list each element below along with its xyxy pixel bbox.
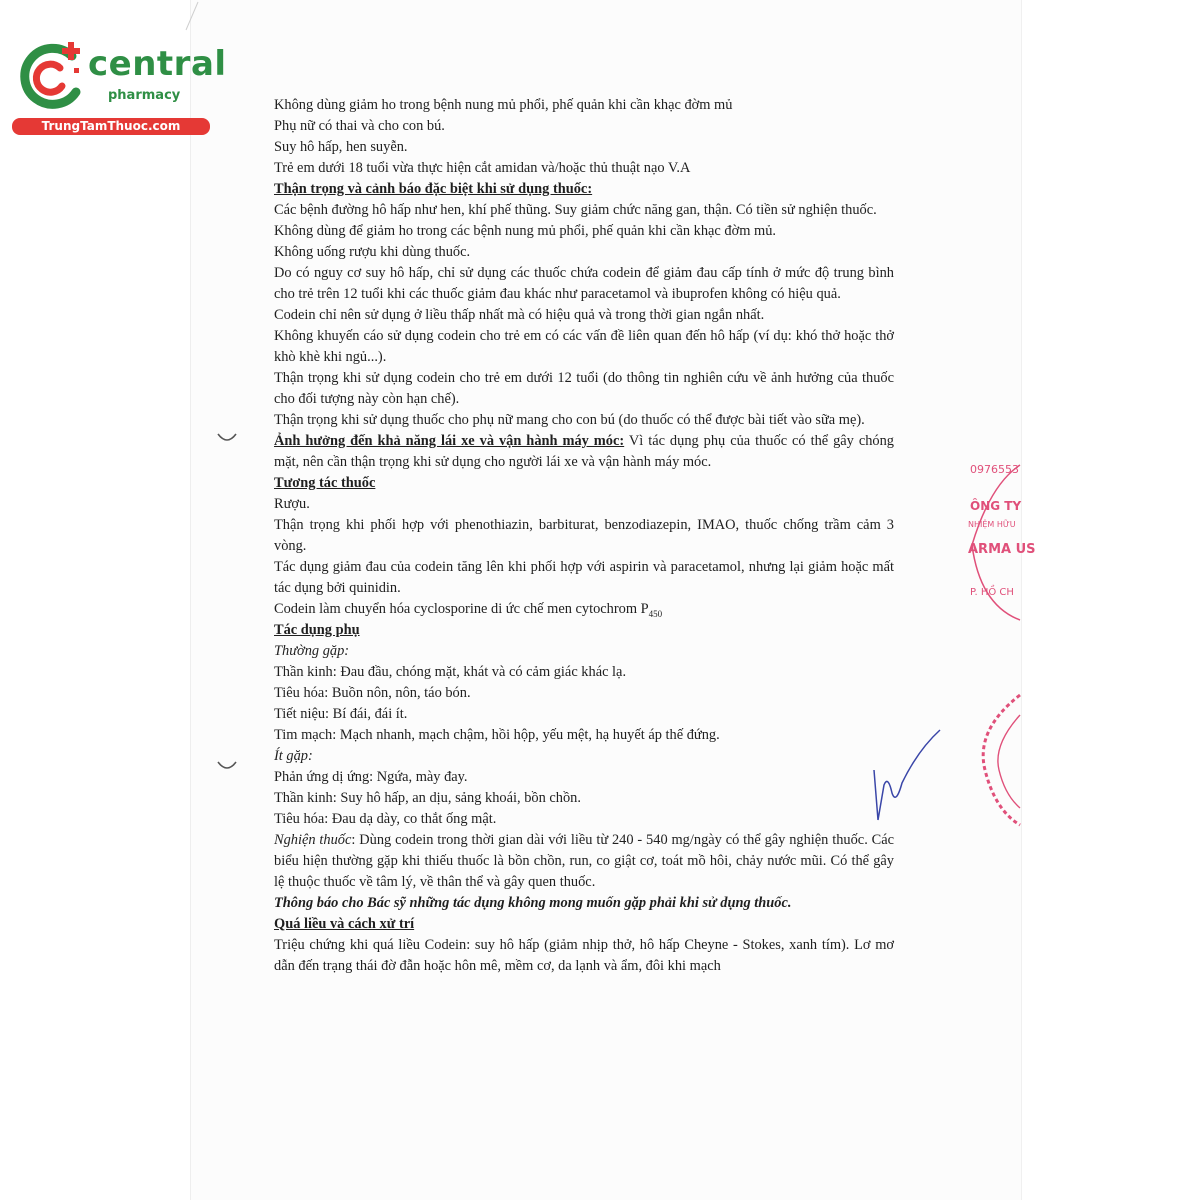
paragraph: Thận trọng khi sử dụng thuốc cho phụ nữ mang cho con bú (do thuốc có thể được bài tiết vào sữa mẹ). bbox=[274, 412, 865, 428]
paragraph-driving bbox=[274, 431, 894, 473]
contraindication-line: Suy hô hấp, hen suyễn. bbox=[274, 139, 408, 155]
paragraph: Tiết niệu: Bí đái, đái ít. bbox=[274, 706, 408, 722]
paragraph: Codein chỉ nên sử dụng ở liều thấp nhất mà có hiệu quả và trong thời gian ngắn nhất. bbox=[274, 307, 765, 323]
company-stamp-seal bbox=[975, 690, 1020, 830]
stamp-text: P. HỒ CH bbox=[970, 587, 1014, 598]
paragraph: Phản ứng dị ứng: Ngứa, mày đay. bbox=[274, 769, 468, 785]
brand-subtitle: pharmacy bbox=[108, 88, 181, 103]
subheading-addiction: Nghiện thuốc bbox=[274, 832, 352, 848]
paragraph: Triệu chứng khi quá liều Codein: suy hô hấp (giảm nhịp thở, hô hấp Cheyne - Stokes, xanh tím). Lơ mơ dẫn đến trạng thái đờ đẫn hoặc hôn mê, mềm cơ, da lạnh và ẩm, đôi khi mạch bbox=[274, 937, 894, 974]
cytochrome-subscript: 450 bbox=[648, 608, 663, 619]
subheading-uncommon: Ít gặp: bbox=[274, 748, 313, 764]
heading-driving: Ảnh hưởng đến khả năng lái xe và vận hành máy móc: bbox=[274, 433, 625, 449]
brand-name: central bbox=[88, 44, 227, 84]
heading-side-effects: Tác dụng phụ bbox=[274, 622, 360, 638]
doctor-notice: Thông báo cho Bác sỹ những tác dụng không mong muốn gặp phải khi sử dụng thuốc. bbox=[274, 895, 792, 911]
paragraph: Không khuyến cáo sử dụng codein cho trẻ em có các vấn đề liên quan đến hô hấp (ví dụ: khó thở hoặc thở khò khè khi ngủ...). bbox=[274, 328, 894, 365]
addiction-text: : Dùng codein trong thời gian dài với liều từ 240 - 540 mg/ngày có thể gây nghiện thuốc. Các biểu hiện thường gặp khi thiếu thuốc là bồn chồn, run, co giật cơ, toát mồ hôi, chảy nước mũi. Có thể gây lệ thuộc thuốc về tâm lý, về thân thể và gây quen thuốc. bbox=[274, 832, 895, 890]
heading-precautions: Thận trọng và cảnh báo đặc biệt khi sử dụng thuốc: bbox=[274, 181, 593, 197]
paragraph: Thần kinh: Đau đầu, chóng mặt, khát và có cảm giác khác lạ. bbox=[274, 664, 627, 680]
stamp-text: NHIỆM HỮU bbox=[968, 520, 1016, 529]
contraindication-line: Không dùng giảm ho trong bệnh nung mủ phổi, phế quản khi cần khạc đờm mủ bbox=[274, 97, 733, 113]
driving-text: Vì tác dụng phụ của thuốc có thể gây chóng mặt, nên cần thận trọng khi sử dụng cho người lái xe và vận hành máy móc. bbox=[274, 433, 894, 470]
paragraph: Thận trọng khi sử dụng codein cho trẻ em dưới 12 tuổi (do thông tin nghiên cứu về ảnh hưởng của thuốc cho đối tượng này còn hạn chế). bbox=[274, 370, 894, 407]
paragraph-addiction bbox=[274, 830, 894, 893]
paragraph: Tim mạch: Mạch nhanh, mạch chậm, hồi hộp, yếu mệt, hạ huyết áp thế đứng. bbox=[274, 727, 720, 743]
stamp-text: 0976553 bbox=[970, 463, 1019, 476]
stamp-text: ÔNG TY bbox=[970, 499, 1022, 513]
punch-hole-icon bbox=[216, 760, 238, 772]
paragraph: Thần kinh: Suy hô hấp, an dịu, sảng khoái, bồn chồn. bbox=[274, 790, 581, 806]
paragraph: Tiêu hóa: Buồn nôn, nôn, táo bón. bbox=[274, 685, 471, 701]
sheet-corner-mark bbox=[180, 0, 200, 40]
subheading-common: Thường gặp: bbox=[274, 643, 350, 659]
company-stamp bbox=[960, 455, 1036, 625]
paragraph: Do có nguy cơ suy hô hấp, chỉ sử dụng các thuốc chứa codein để giảm đau cấp tính ở mức độ trung bình cho trẻ trên 12 tuổi khi các thuốc giảm đau khác như paracetamol và ibuprofen không có hiệu quả. bbox=[274, 265, 894, 302]
paragraph: Rượu. bbox=[274, 496, 310, 512]
stamp-text: ARMA US bbox=[968, 542, 1036, 557]
paragraph: Thận trọng khi phối hợp với phenothiazin, barbiturat, benzodiazepin, IMAO, thuốc chống trầm cảm 3 vòng. bbox=[274, 517, 894, 554]
paragraph: Không dùng để giảm ho trong các bệnh nung mủ phổi, phế quản khi cần khạc đờm mủ. bbox=[274, 223, 776, 239]
contraindication-line: Trẻ em dưới 18 tuổi vừa thực hiện cắt amidan và/hoặc thủ thuật nạo V.A bbox=[274, 160, 691, 176]
paragraph: Tác dụng giảm đau của codein tăng lên khi phối hợp với aspirin và paracetamol, nhưng lại giảm hoặc mất tác dụng bởi quinidin. bbox=[274, 559, 894, 596]
contraindication-line: Phụ nữ có thai và cho con bú. bbox=[274, 118, 445, 134]
paragraph: Các bệnh đường hô hấp như hen, khí phế thũng. Suy giảm chức năng gan, thận. Có tiền sử nghiện thuốc. bbox=[274, 202, 877, 218]
cytochrome-text: Codein làm chuyển hóa cyclosporine di ức chế men cytochrom P bbox=[274, 601, 649, 617]
brand-website-link[interactable]: TrungTamThuoc.com bbox=[12, 118, 210, 135]
punch-hole-icon bbox=[216, 432, 238, 444]
paragraph bbox=[274, 599, 894, 620]
paragraph: Tiêu hóa: Đau dạ dày, co thắt ống mật. bbox=[274, 811, 497, 827]
heading-overdose: Quá liều và cách xử trí bbox=[274, 916, 415, 932]
heading-interactions: Tương tác thuốc bbox=[274, 475, 376, 491]
paragraph: Không uống rượu khi dùng thuốc. bbox=[274, 244, 471, 260]
leaflet-text bbox=[274, 95, 894, 977]
